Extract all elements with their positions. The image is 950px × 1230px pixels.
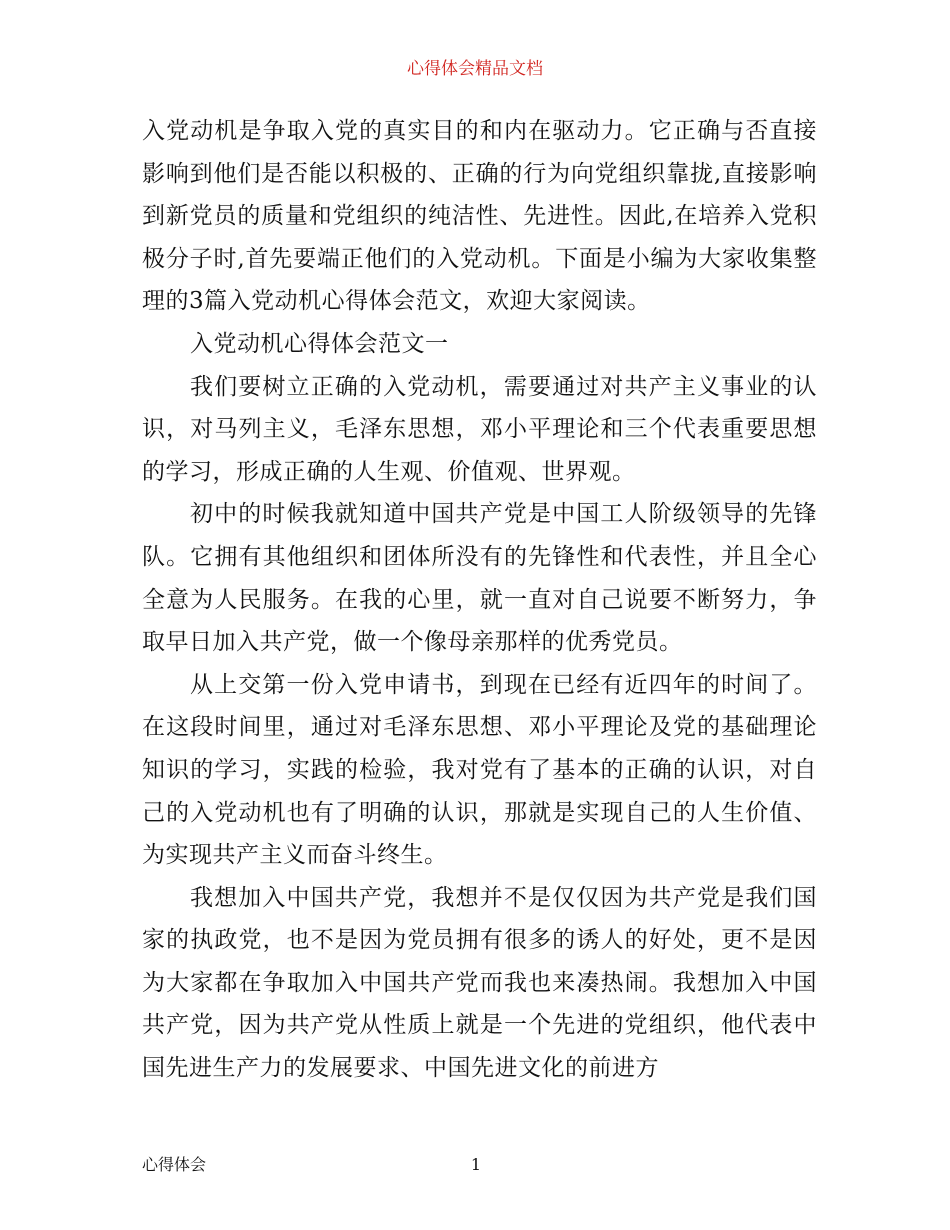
- section-heading: 入党动机心得体会范文一: [190, 330, 449, 357]
- page-footer-label: 心得体会: [142, 1155, 207, 1174]
- page-header-title: 心得体会精品文档: [407, 59, 543, 79]
- page-number: 1: [470, 1155, 482, 1174]
- body-paragraph: 从上交第一份入党申请书，到现在已经有近四年的时间了。在这段时间里，通过对毛泽东思想、邓小平理论及党的基础理论知识的学习，实践的检验，我对党有了基本的正确的认识，对自己的入党动机也有了明确的认识，那就是实现自己的人生价值、为实现共产主义而奋斗终生。: [142, 671, 817, 869]
- document-body: [142, 110, 817, 1090]
- intro-paragraph: 入党动机是争取入党的真实目的和内在驱动力。它正确与否直接影响到他们是否能以积极的、正确的行为向党组织靠拢,直接影响到新党员的质量和党组织的纯洁性、先进性。因此,在培养入党积极分子时,首先要端正他们的入党动机。下面是小编为大家收集整理的3篇入党动机心得体会范文，欢迎大家阅读。: [142, 118, 817, 315]
- body-paragraph: 初中的时候我就知道中国共产党是中国工人阶级领导的先锋队。它拥有其他组织和团体所没有的先锋性和代表性，并且全心全意为人民服务。在我的心里，就一直对自己说要不断努力，争取早日加入共产党，做一个像母亲那样的优秀党员。: [142, 501, 817, 656]
- body-paragraph: 我想加入中国共产党，我想并不是仅仅因为共产党是我们国家的执政党，也不是因为党员拥有很多的诱人的好处，更不是因为大家都在争取加入中国共产党而我也来凑热闹。我想加入中国共产党，因为共产党从性质上就是一个先进的党组织，他代表中国先进生产力的发展要求、中国先进文化的前进方: [142, 884, 817, 1082]
- body-paragraph: 我们要树立正确的入党动机，需要通过对共产主义事业的认识，对马列主义，毛泽东思想，邓小平理论和三个代表重要思想的学习，形成正确的人生观、价值观、世界观。: [142, 373, 817, 485]
